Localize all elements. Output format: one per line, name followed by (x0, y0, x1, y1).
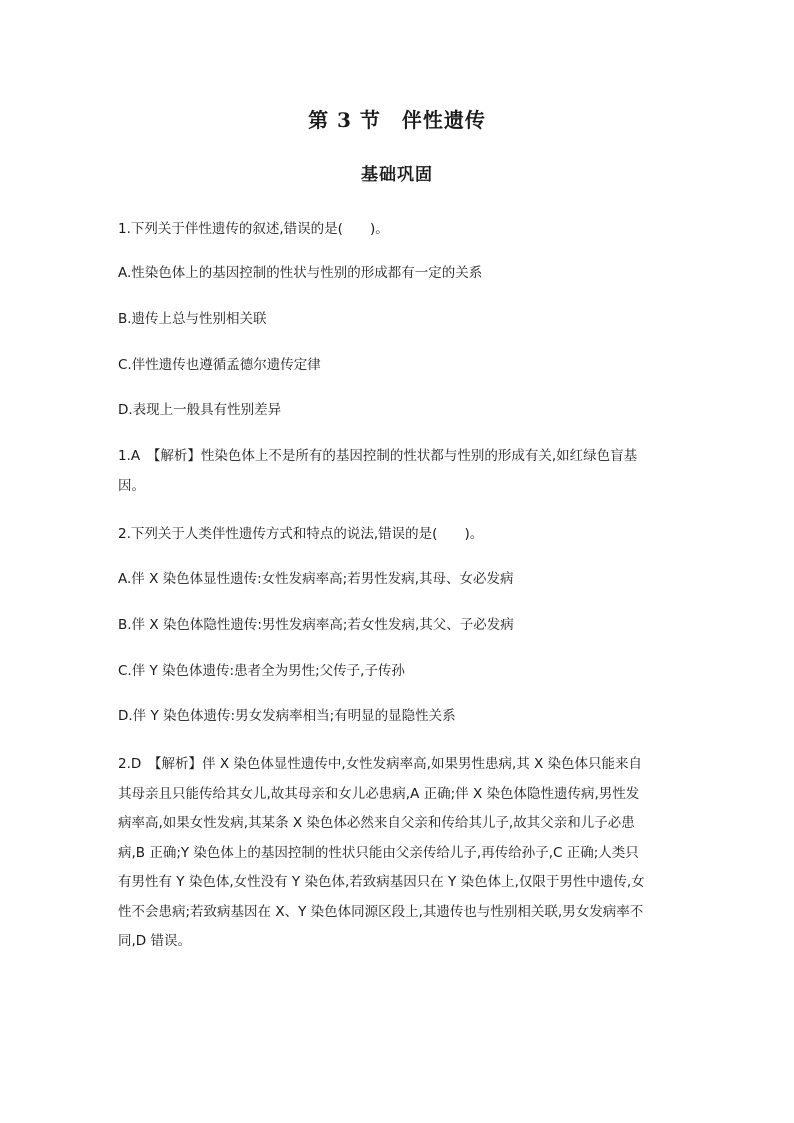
answer-line: 同,D 错误。 (118, 933, 191, 949)
question-1-option-a: A.性染色体上的基因控制的性状与性别的形成都有一定的关系 (118, 265, 483, 281)
question-1-stem: 1.下列关于伴性遗传的叙述,错误的是( )。 (118, 221, 389, 237)
answer-line: 1.A 【解析】性染色体上不是所有的基因控制的性状都与性别的形成有关,如红绿色盲基 (118, 448, 638, 464)
answer-line: 性不会患病;若致病基因在 X、Y 染色体同源区段上,其遗传也与性别相关联,男女发病率不 (118, 903, 644, 920)
answer-line: 有男性有 Y 染色体,女性没有 Y 染色体,若致病基因只在 Y 染色体上,仅限于男性中遗传,女 (118, 874, 645, 890)
question-2-stem: 2.下列关于人类伴性遗传方式和特点的说法,错误的是( )。 (118, 526, 484, 542)
question-2-answer (118, 754, 678, 961)
question-2-option-b: B.伴 X 染色体隐性遗传:男性发病率高;若女性发病,其父、子必发病 (118, 617, 514, 633)
question-1-answer (118, 446, 678, 505)
question-2-option-c: C.伴 Y 染色体遗传:患者全为男性;父传子,子传孙 (118, 663, 405, 679)
question-1-option-b: B.遗传上总与性别相关联 (118, 311, 267, 327)
answer-line: 病率高,如果女性发病,其某条 X 染色体必然来自父亲和传给其儿子,故其父亲和儿子必患 (118, 815, 635, 831)
page-title: 第 3 节 伴性遗传 (308, 108, 486, 132)
question-1-option-d: D.表现上一般具有性别差异 (118, 402, 282, 418)
answer-line: 2.D 【解析】伴 X 染色体显性遗传中,女性发病率高,如果男性患病,其 X 染色体只能来自 (118, 756, 643, 772)
answer-line: 其母亲且只能传给其女儿,故其母亲和女儿必患病,A 正确;伴 X 染色体隐性遗传病,男性发 (118, 785, 640, 802)
section-heading: 基础巩固 (361, 165, 433, 185)
answer-line: 因。 (118, 477, 145, 494)
answer-line: 病,B 正确;Y 染色体上的基因控制的性状只能由父亲传给儿子,再传给孙子,C 正确;人类只 (118, 844, 639, 861)
question-2-option-a: A.伴 X 染色体显性遗传:女性发病率高;若男性发病,其母、女必发病 (118, 571, 514, 587)
question-2-option-d: D.伴 Y 染色体遗传:男女发病率相当;有明显的显隐性关系 (118, 708, 456, 724)
question-1-option-c: C.伴性遗传也遵循孟德尔遗传定律 (118, 357, 321, 373)
